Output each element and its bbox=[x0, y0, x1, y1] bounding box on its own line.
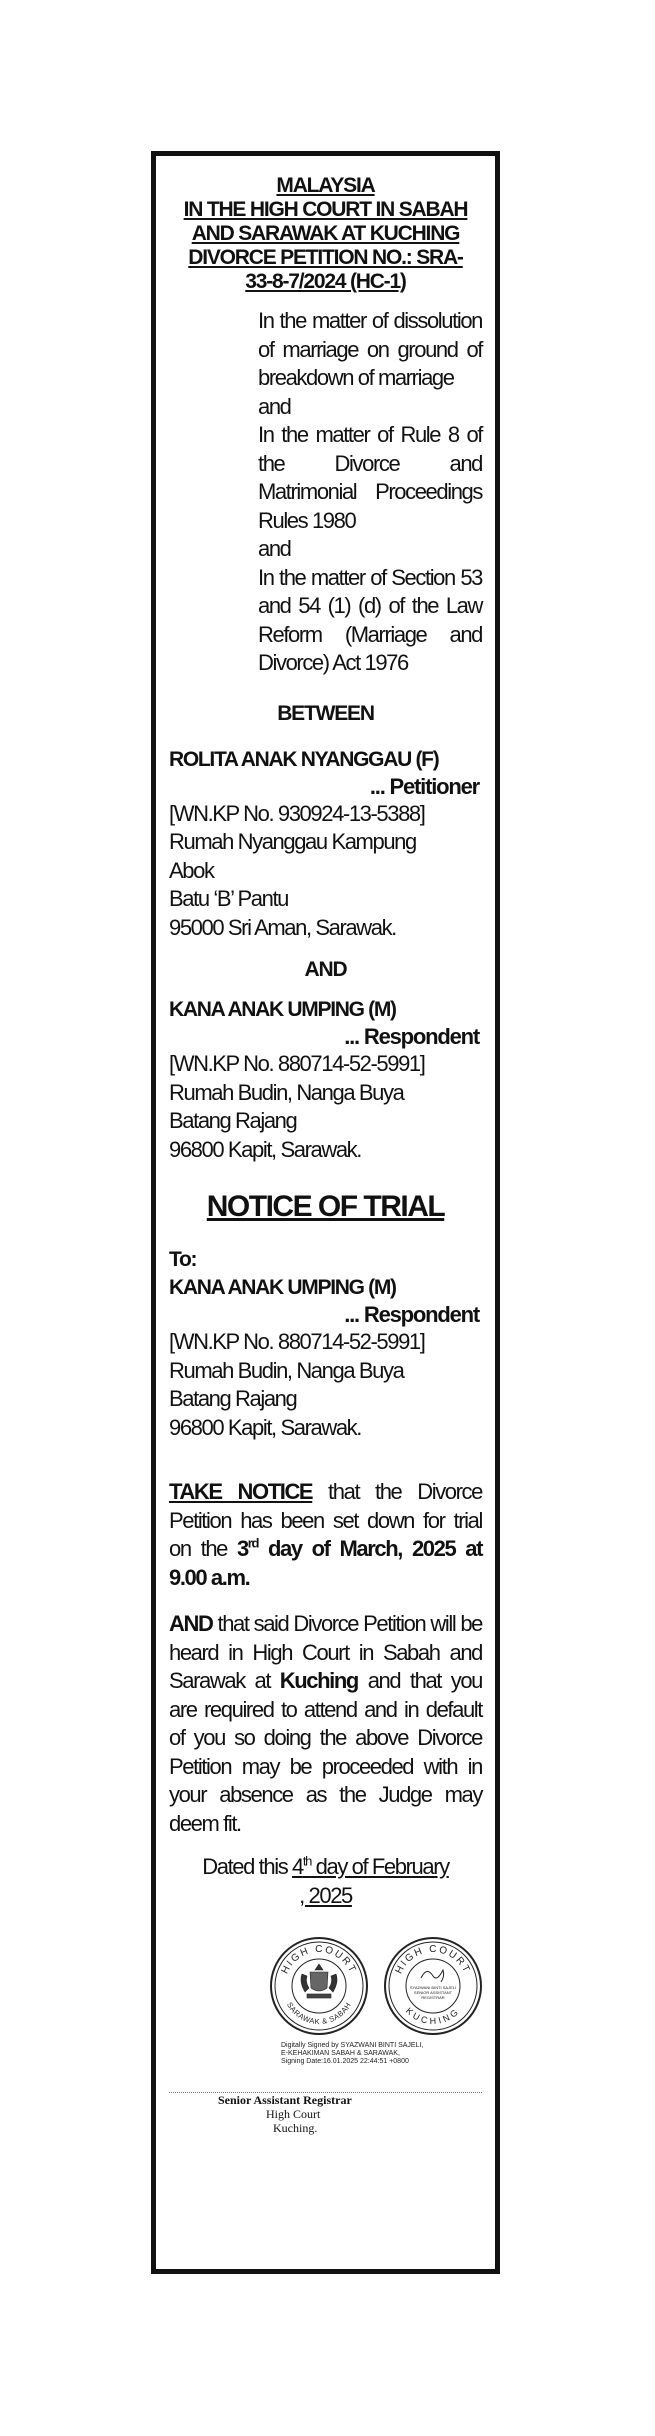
heading-line: IN THE HIGH COURT IN SABAH bbox=[183, 198, 468, 221]
dated-month: day of February bbox=[310, 1854, 449, 1879]
seal1-top-text: HIGH COURT bbox=[279, 1943, 359, 1976]
matter-dissolution: In the matter of dissolution of marriage on ground of breakdown of marriage bbox=[258, 308, 482, 390]
address-line: Abok bbox=[169, 857, 214, 883]
dated-day-suffix: th bbox=[302, 1853, 311, 1869]
address-line: Rumah Budin, Nanga Buya bbox=[169, 1357, 404, 1383]
respondent-name: KANA ANAK UMPING (M) bbox=[169, 998, 396, 1021]
signatory-title: Senior Assistant Registrar bbox=[218, 2093, 352, 2107]
digital-signature-note bbox=[281, 2042, 423, 2066]
hearing-place: Kuching bbox=[279, 1668, 358, 1693]
trial-day-rest: day of March, 2025 at 9.00 a.m. bbox=[169, 1536, 482, 1590]
digital-signature-line: Digitally Signed by SYAZWANI BINTI SAJELI, bbox=[281, 2042, 424, 2049]
handwritten-signature-icon bbox=[421, 1970, 444, 1982]
hearing-paragraph bbox=[169, 1610, 482, 1838]
petitioner-address bbox=[169, 800, 482, 943]
matter-and: and bbox=[258, 393, 291, 419]
high-court-sabah-sarawak-seal bbox=[269, 1936, 369, 2036]
signatory-block bbox=[169, 2093, 482, 2135]
take-notice-text: that the Divorce Petition has been set down for trial on the bbox=[169, 1479, 482, 1561]
address-line: Batu ‘B’ Pantu bbox=[169, 886, 289, 911]
matters-block bbox=[258, 307, 482, 678]
notice-content bbox=[169, 174, 482, 2269]
petitioner-role: ... Petitioner bbox=[369, 773, 479, 799]
seals-area bbox=[169, 1936, 482, 2065]
address-line: Rumah Budin, Nanga Buya bbox=[169, 1079, 404, 1105]
dated-prefix: Dated this bbox=[202, 1854, 293, 1879]
matter-section-53-54: In the matter of Section 53 and 54 (1) (d) of the Law Reform (Marriage and Divorce) Act 1976 bbox=[258, 564, 482, 675]
heading-line: MALAYSIA bbox=[276, 174, 375, 197]
matter-rule-8: In the matter of Rule 8 of the Divorce and Matrimonial Proceedings Rules 1980 bbox=[258, 422, 482, 533]
trial-day-suffix: rd bbox=[247, 1535, 258, 1551]
dated-day bbox=[292, 1854, 449, 1879]
case-heading bbox=[169, 174, 482, 294]
dated-day-number: 4 bbox=[292, 1854, 303, 1879]
take-notice-label: TAKE NOTICE bbox=[169, 1479, 313, 1504]
address-line: 96800 Kapit, Sarawak. bbox=[169, 1136, 361, 1162]
dated-line-1 bbox=[169, 1853, 482, 1882]
address-line: [WN.KP No. 930924-13-5388] bbox=[169, 800, 425, 826]
address-line: 95000 Sri Aman, Sarawak. bbox=[169, 914, 396, 940]
seal2-bottom-text: KUCHING bbox=[403, 2005, 463, 2027]
petitioner-name: ROLITA ANAK NYANGGAU (F) bbox=[169, 747, 439, 771]
address-line: [WN.KP No. 880714-52-5991] bbox=[169, 1051, 425, 1076]
signatory-city: Kuching. bbox=[273, 2121, 318, 2135]
seal1-bottom-text: SARAWAK & SABAH bbox=[285, 2000, 353, 2027]
seal2-inner-line: REGISTRAR bbox=[421, 1995, 445, 2000]
svg-text:KUCHING bbox=[404, 2006, 462, 2027]
hearing-text-1: that said Divorce Petition will be heard in High Court in Sabah and Sarawak at bbox=[169, 1611, 482, 1693]
respondent-role: ... Respondent bbox=[344, 1024, 479, 1049]
address-line: [WN.KP No. 880714-52-5991] bbox=[169, 1329, 425, 1354]
take-notice-paragraph bbox=[169, 1478, 482, 1592]
to-block bbox=[169, 1246, 482, 1442]
dated-line bbox=[169, 1853, 482, 1910]
and-word: AND bbox=[169, 1611, 213, 1636]
svg-text:HIGH COURT bbox=[394, 1944, 473, 1976]
coat-of-arms-icon bbox=[301, 1964, 337, 1998]
high-court-kuching-seal bbox=[383, 1936, 483, 2036]
seal2-inner-line: SENIOR ASSISTANT bbox=[413, 1990, 453, 1995]
court-notice-frame bbox=[151, 151, 500, 2274]
and-label: AND bbox=[304, 958, 347, 981]
seal2-inner-line: SYAZWANI BINTI SAJELI bbox=[409, 1985, 457, 1990]
digital-signature-line: E-KEHAKIMAN SABAH & SARAWAK, bbox=[281, 2050, 400, 2057]
address-line: Rumah Nyanggau Kampung bbox=[169, 829, 416, 854]
signatory-court: High Court bbox=[266, 2107, 321, 2121]
heading-line: 33-8-7/2024 (HC-1) bbox=[245, 270, 406, 293]
to-label: To: bbox=[169, 1248, 197, 1271]
to-address bbox=[169, 1328, 482, 1442]
dated-year: , 2025 bbox=[299, 1882, 352, 1908]
matter-and: and bbox=[258, 536, 291, 561]
notice-title: NOTICE OF TRIAL bbox=[206, 1190, 445, 1223]
seal2-top-text: HIGH COURT bbox=[393, 1943, 473, 1976]
petitioner-block bbox=[169, 746, 482, 943]
to-role: ... Respondent bbox=[344, 1302, 479, 1327]
address-line: Batang Rajang bbox=[169, 1108, 297, 1133]
respondent-address bbox=[169, 1050, 482, 1164]
trial-day-number: 3 bbox=[236, 1536, 248, 1561]
svg-text:HIGH COURT bbox=[280, 1944, 359, 1976]
between-label: BETWEEN bbox=[277, 701, 374, 725]
respondent-block bbox=[169, 996, 482, 1164]
address-line: 96800 Kapit, Sarawak. bbox=[169, 1414, 361, 1440]
heading-line: AND SARAWAK AT KUCHING bbox=[191, 222, 460, 245]
hearing-text-2: and that you are required to attend and in default of you so doing the above Divorce Petition may be proceeded with in your absence as the Judge may deem fit. bbox=[169, 1668, 482, 1836]
digital-signature-line: Signing Date:16.01.2025 22:44:51 +0800 bbox=[281, 2058, 409, 2065]
address-line: Batang Rajang bbox=[169, 1386, 297, 1411]
to-name: KANA ANAK UMPING (M) bbox=[169, 1276, 396, 1299]
heading-line: DIVORCE PETITION NO.: SRA- bbox=[188, 246, 463, 269]
